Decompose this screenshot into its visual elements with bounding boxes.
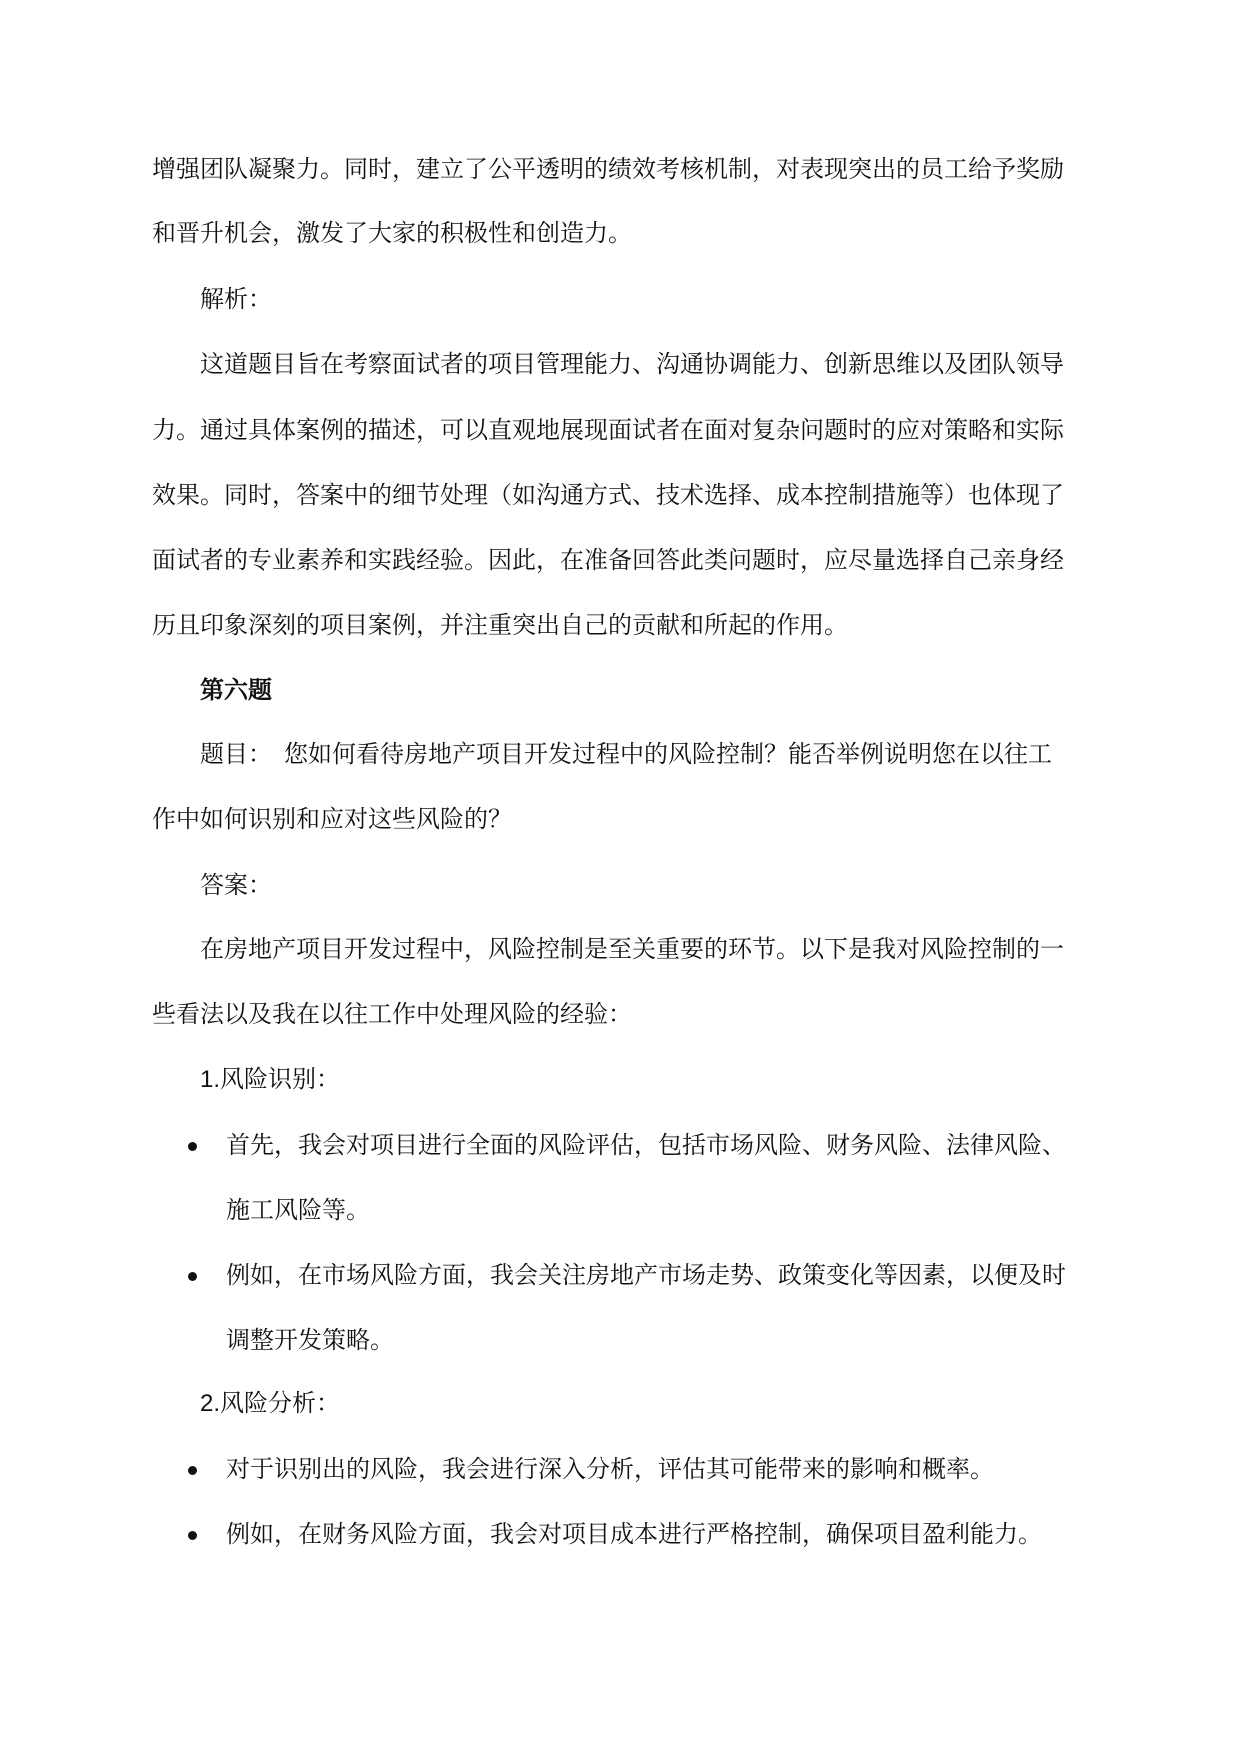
analysis-line: 效果。同时，答案中的细节处理（如沟通方式、技术选择、成本控制措施等）也体现了 <box>152 481 1064 509</box>
bullet-icon <box>188 1531 197 1540</box>
answer-intro-line: 在房地产项目开发过程中，风险控制是至关重要的环节。以下是我对风险控制的一 <box>200 935 1064 963</box>
paragraph-line: 增强团队凝聚力。同时，建立了公平透明的绩效考核机制，对表现突出的员工给予奖励 <box>152 155 1064 183</box>
analysis-line: 面试者的专业素养和实践经验。因此，在准备回答此类问题时，应尽量选择自己亲身经 <box>152 546 1064 574</box>
analysis-line: 力。通过具体案例的描述，可以直观地展现面试者在面对复杂问题时的应对策略和实际 <box>152 416 1064 444</box>
section-heading: 第六题 <box>200 675 272 704</box>
answer-label: 答案： <box>200 871 272 899</box>
bullet-icon <box>188 1142 197 1151</box>
analysis-label: 解析： <box>200 285 272 313</box>
analysis-line: 这道题目旨在考察面试者的项目管理能力、沟通协调能力、创新思维以及团队领导 <box>200 350 1064 378</box>
list-item-line: 例如，在财务风险方面，我会对项目成本进行严格控制，确保项目盈利能力。 <box>226 1520 1042 1548</box>
question-line: 题目： 您如何看待房地产项目开发过程中的风险控制？能否举例说明您在以往工 <box>200 740 1052 768</box>
bullet-icon <box>188 1272 197 1281</box>
list-heading: 1.风险识别： <box>200 1066 341 1093</box>
list-item-line: 对于识别出的风险，我会进行深入分析，评估其可能带来的影响和概率。 <box>226 1455 994 1483</box>
list-item-line: 施工风险等。 <box>226 1196 370 1224</box>
list-item-line: 例如，在市场风险方面，我会关注房地产市场走势、政策变化等因素，以便及时 <box>226 1261 1066 1289</box>
list-heading: 2.风险分析： <box>200 1390 341 1417</box>
answer-intro-line: 些看法以及我在以往工作中处理风险的经验： <box>152 1000 632 1028</box>
list-item-line: 调整开发策略。 <box>226 1326 394 1354</box>
analysis-line: 历且印象深刻的项目案例，并注重突出自己的贡献和所起的作用。 <box>152 611 848 639</box>
paragraph-line: 和晋升机会，激发了大家的积极性和创造力。 <box>152 219 632 247</box>
list-item-line: 首先，我会对项目进行全面的风险评估，包括市场风险、财务风险、法律风险、 <box>226 1131 1066 1159</box>
bullet-icon <box>188 1466 197 1475</box>
question-line: 作中如何识别和应对这些风险的？ <box>152 805 512 833</box>
